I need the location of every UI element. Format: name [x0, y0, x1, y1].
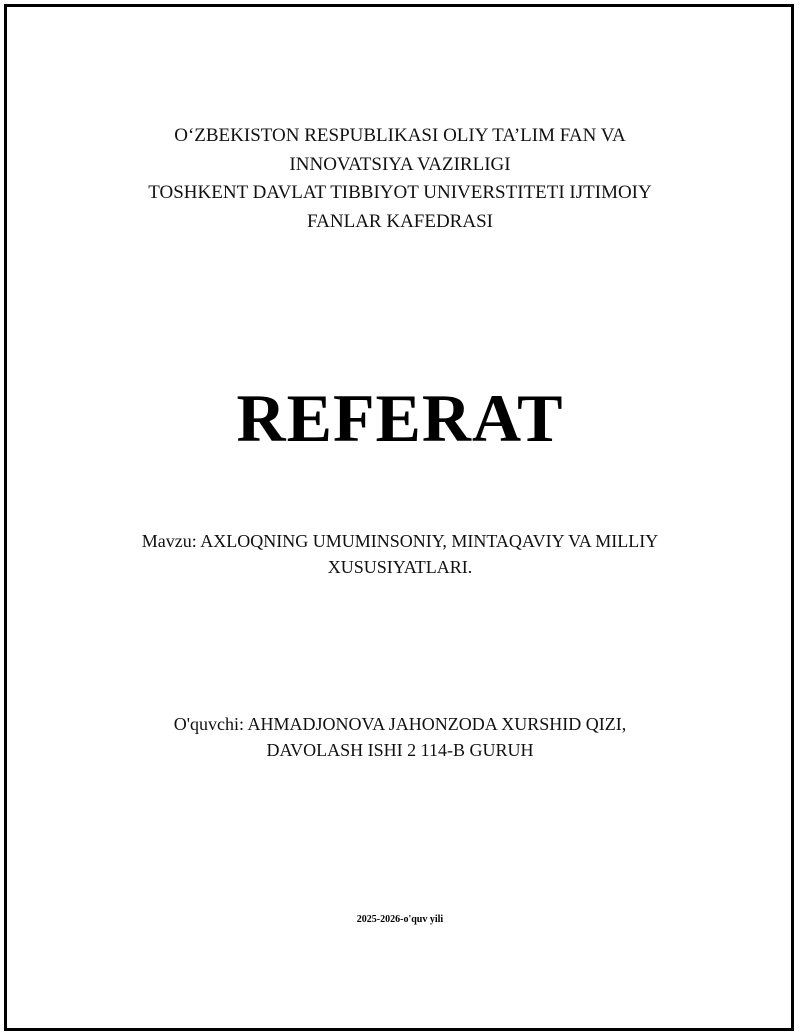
student-line-2: DAVOLASH ISHI 2 114-B GURUH: [266, 740, 534, 760]
ministry-header-line-3: TOSHKENT DAVLAT TIBBIYOT UNIVERSTITETI IJTIMOIY: [148, 182, 652, 203]
topic-line-2: XUSUSIYATLARI.: [327, 557, 473, 577]
student-block: [0, 711, 800, 763]
topic-block: [0, 528, 800, 580]
academic-year: 2025-2026-o'quv yili: [356, 914, 444, 925]
ministry-header-line-2: INNOVATSIYA VAZIRLIGI: [289, 153, 511, 175]
ministry-header: [0, 122, 800, 236]
ministry-header-line-4: FANLAR KAFEDRASI: [307, 210, 493, 232]
document-title: REFERAT: [236, 380, 564, 456]
student-line-1: O'quvchi: AHMADJONOVA JAHONZODA XURSHID QIZI,: [173, 714, 627, 734]
ministry-header-line-1: O‘ZBEKISTON RESPUBLIKASI OLIY TA’LIM FAN VA: [174, 125, 626, 146]
topic-line-1: Mavzu: AXLOQNING UMUMINSONIY, MINTAQAVIY VA MILLIY: [141, 531, 659, 551]
